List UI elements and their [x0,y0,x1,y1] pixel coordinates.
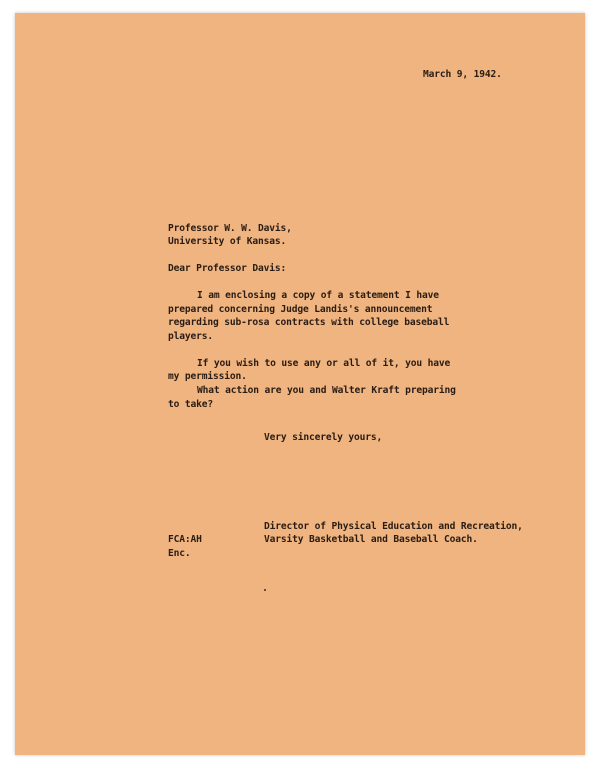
paragraph-1-line-3: regarding sub-rosa contracts with college baseball [168,317,450,328]
paragraph-1-line-4: players. [168,331,214,342]
enclosure-note: Enc. [168,548,191,559]
recipient-name: Professor W. W. Davis, [168,223,292,234]
signature-title-1: Director of Physical Education and Recreation, [264,521,523,532]
recipient-institution: University of Kansas. [168,236,287,247]
letter-page [15,13,585,755]
paragraph-3-line-2: to take? [168,399,214,410]
paragraph-1-line-2: prepared concerning Judge Landis's announcement [168,304,433,315]
paragraph-1-line-1: I am enclosing a copy of a statement I have [197,290,439,301]
paragraph-3-line-1: What action are you and Walter Kraft preparing [197,385,456,396]
ink-speck [264,589,266,591]
paragraph-2-line-1: If you wish to use any or all of it, you have [197,358,451,369]
typist-initials: FCA:AH [168,534,202,545]
signature-title-2: Varsity Basketball and Baseball Coach. [264,534,478,545]
salutation: Dear Professor Davis: [168,263,287,274]
closing: Very sincerely yours, [264,432,383,443]
letter-date: March 9, 1942. [423,69,502,80]
paragraph-2-line-2: my permission. [168,371,247,382]
